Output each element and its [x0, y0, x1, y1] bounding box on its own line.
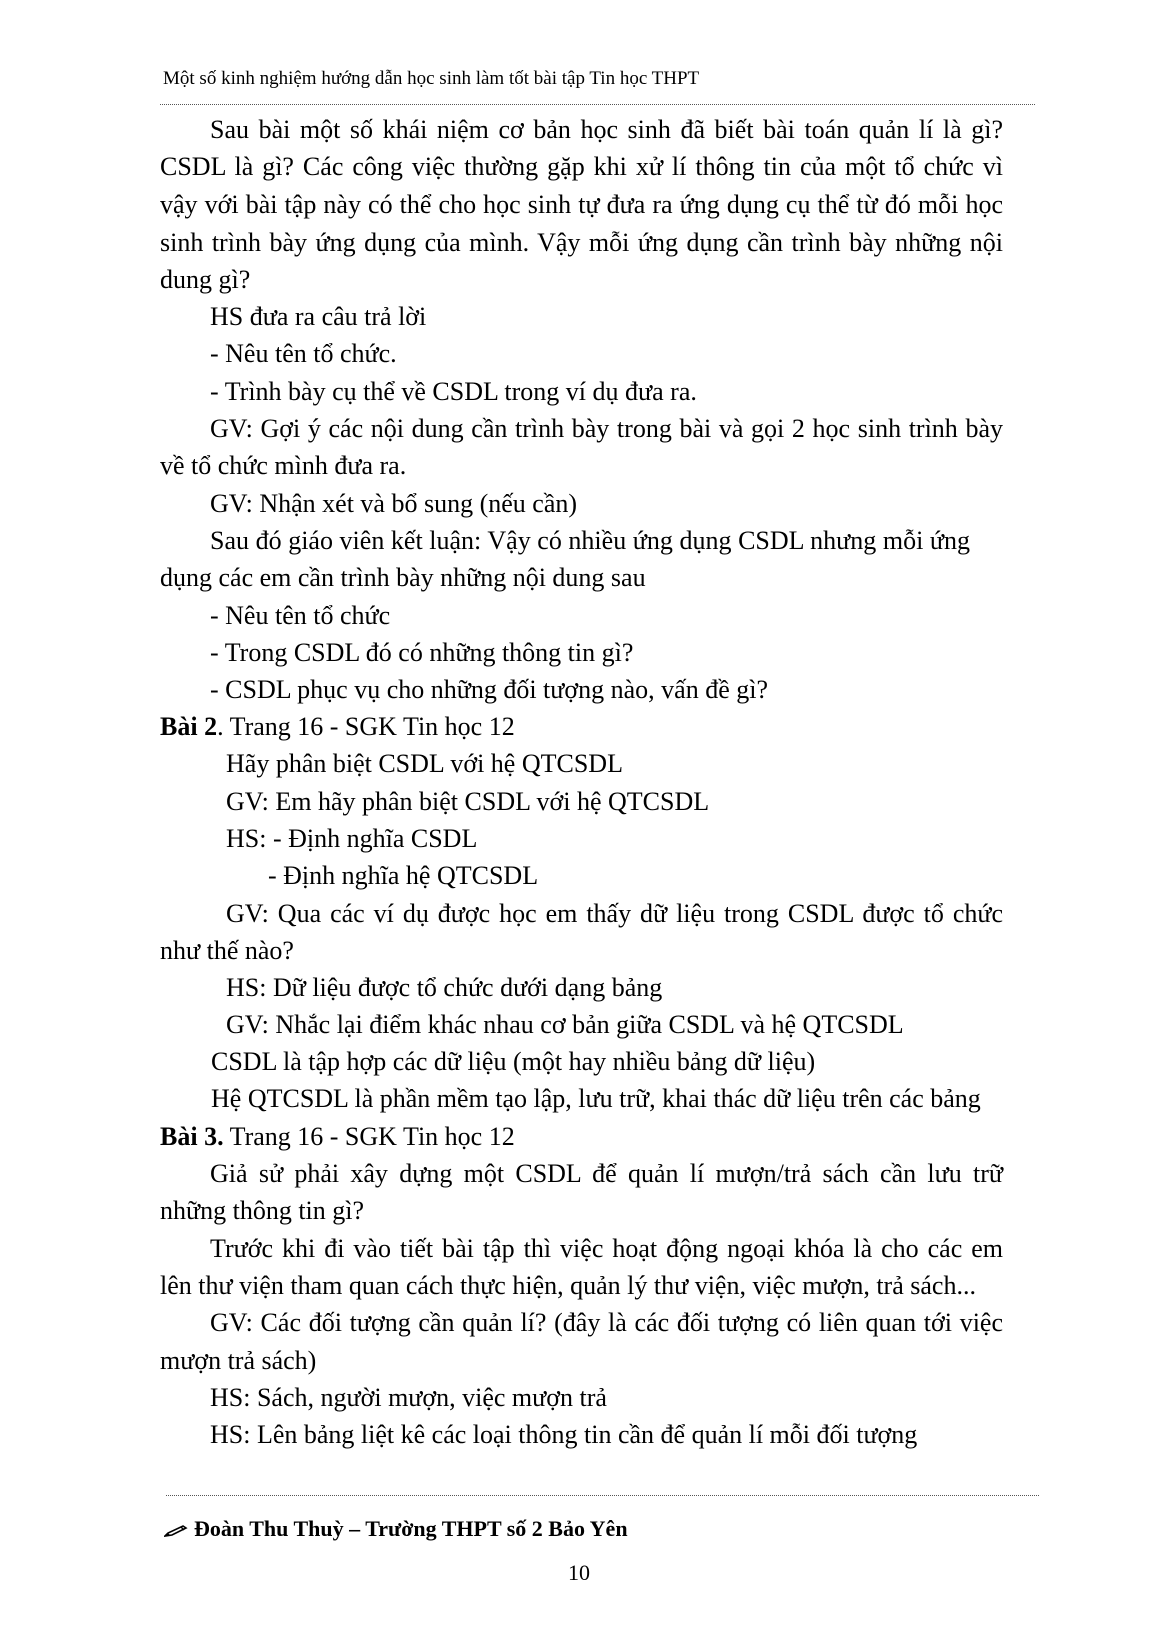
list-item: - Trong CSDL đó có những thông tin gì? [210, 638, 634, 667]
pen-icon [164, 1524, 188, 1538]
exercise-source: . Trang 16 - SGK Tin học 12 [217, 712, 515, 741]
paragraph-line: Hệ QTCSDL là phần mềm tạo lập, lưu trữ, khai thác dữ liệu trên các bảng [211, 1084, 981, 1113]
footer-divider [166, 1495, 1039, 1496]
paragraph-line: CSDL là gì? Các công việc thường gặp khi xử lí thông tin của một tổ chức vì [160, 152, 1003, 181]
paragraph-line: HS: Sách, người mượn, việc mượn trả [210, 1383, 607, 1412]
exercise-source: Trang 16 - SGK Tin học 12 [223, 1122, 515, 1151]
page-number: 10 [568, 1560, 590, 1585]
list-item: - CSDL phục vụ cho những đối tượng nào, vấn đề gì? [210, 675, 768, 704]
paragraph-line: như thế nào? [160, 936, 294, 965]
paragraph-line: Hãy phân biệt CSDL với hệ QTCSDL [226, 749, 623, 778]
paragraph-line: CSDL là tập hợp các dữ liệu (một hay nhiều bảng dữ liệu) [211, 1047, 816, 1076]
paragraph-line: dụng các em cần trình bày những nội dung sau [160, 563, 646, 592]
running-header: Một số kinh nghiệm hướng dẫn học sinh làm tốt bài tập Tin học THPT [163, 68, 700, 89]
paragraph-line: những thông tin gì? [160, 1196, 365, 1225]
list-item: - Nêu tên tổ chức. [210, 339, 397, 368]
paragraph-line: HS: Lên bảng liệt kê các loại thông tin cần để quản lí mỗi đối tượng [210, 1420, 918, 1449]
paragraph-line: HS: - Định nghĩa CSDL [226, 824, 478, 853]
paragraph-line: Trước khi đi vào tiết bài tập thì việc hoạt động ngoại khóa là cho các em [210, 1234, 1003, 1263]
paragraph-line: HS đưa ra câu trả lời [210, 302, 427, 331]
paragraph-line: Sau bài một số khái niệm cơ bản học sinh đã biết bài toán quản lí là gì? [210, 115, 1003, 144]
paragraph-line: Giả sử phải xây dựng một CSDL để quản lí mượn/trả sách cần lưu trữ [210, 1159, 1003, 1188]
paragraph-line: HS: Dữ liệu được tổ chức dưới dạng bảng [226, 973, 663, 1002]
paragraph-line: mượn trả sách) [160, 1346, 317, 1375]
paragraph-line: Sau đó giáo viên kết luận: Vậy có nhiều ứng dụng CSDL nhưng mỗi ứng [210, 526, 970, 555]
paragraph-line: GV: Các đối tượng cần quản lí? (đây là các đối tượng có liên quan tới việc [210, 1308, 1003, 1337]
exercise-label: Bài 2 [160, 712, 218, 741]
paragraph-line: GV: Nhận xét và bổ sung (nếu cần) [210, 489, 578, 518]
exercise-label: Bài 3. [160, 1122, 224, 1151]
list-item: - Định nghĩa hệ QTCSDL [268, 861, 539, 890]
paragraph-line: lên thư viện tham quan cách thực hiện, quản lý thư viện, việc mượn, trả sách... [160, 1271, 976, 1300]
footer-author [164, 1516, 628, 1542]
list-item: - Trình bày cụ thể về CSDL trong ví dụ đưa ra. [210, 377, 697, 406]
paragraph-line: về tổ chức mình đưa ra. [160, 451, 407, 480]
paragraph-line: GV: Em hãy phân biệt CSDL với hệ QTCSDL [226, 787, 710, 816]
paragraph-line: GV: Gợi ý các nội dung cần trình bày trong bài và gọi 2 học sinh trình bày [210, 414, 1003, 443]
paragraph-line: sinh trình bày ứng dụng của mình. Vậy mỗi ứng dụng cần trình bày những nội [160, 228, 1003, 257]
paragraph-line: vậy với bài tập này có thể cho học sinh tự đưa ra ứng dụng cụ thể từ đó mỗi học [160, 190, 1003, 219]
list-item: - Nêu tên tổ chức [210, 601, 391, 630]
author-line: Đoàn Thu Thuỳ – Trường THPT số 2 Bảo Yên [194, 1516, 628, 1541]
paragraph-line: GV: Nhắc lại điểm khác nhau cơ bản giữa CSDL và hệ QTCSDL [226, 1010, 904, 1039]
paragraph-line: GV: Qua các ví dụ được học em thấy dữ liệu trong CSDL được tổ chức [226, 899, 1003, 928]
exercise-heading [160, 712, 515, 742]
exercise-heading [160, 1122, 515, 1152]
header-divider [160, 104, 1035, 105]
paragraph-line: dung gì? [160, 265, 251, 294]
